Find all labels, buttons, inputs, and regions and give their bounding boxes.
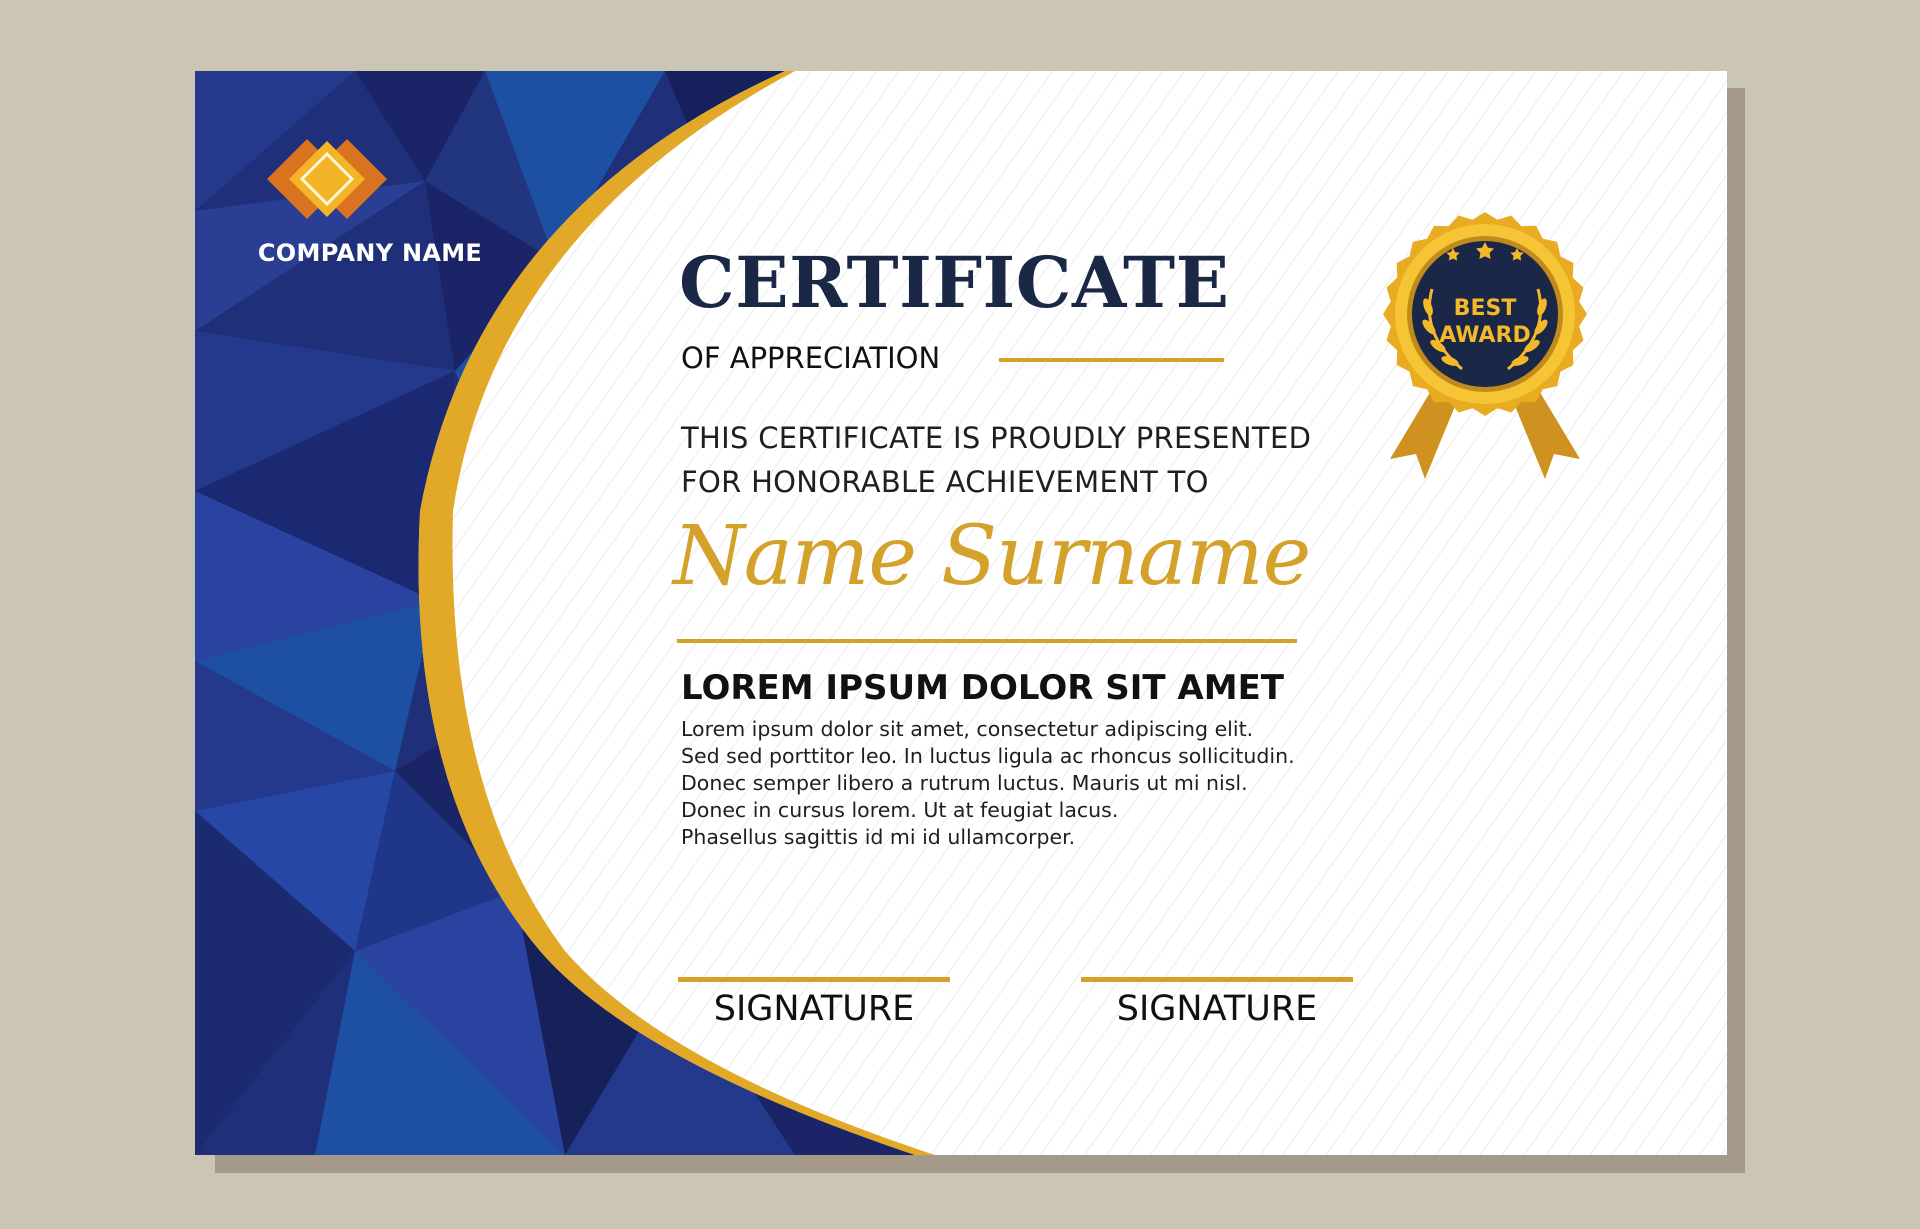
presented-text-line-2: FOR HONORABLE ACHIEVEMENT TO [681,465,1209,499]
recipient-name: Name Surname [673,509,1311,604]
signature-line-1 [678,977,950,982]
description-line: Donec semper libero a rutrum luctus. Mauris ut mi nisl. [681,771,1248,795]
certificate-subtitle: OF APPRECIATION [681,341,941,375]
name-underline [677,639,1297,643]
badge-text-line-1: BEST [1453,296,1517,321]
signature-label-2: SIGNATURE [1116,989,1318,1029]
description-body [681,716,1401,851]
description-line: Sed sed porttitor leo. In luctus ligula ac rhoncus sollicitudin. [681,744,1295,768]
description-line: Lorem ipsum dolor sit amet, consectetur adipiscing elit. [681,717,1254,741]
award-seal-icon [1380,209,1590,479]
subtitle-divider [999,358,1224,362]
signature-line-2 [1081,977,1353,982]
presented-text-line-1: THIS CERTIFICATE IS PROUDLY PRESENTED [681,421,1312,455]
certificate-title: CERTIFICATE [679,241,1230,324]
company-name: COMPANY NAME [257,239,483,267]
description-line: Phasellus sagittis id mi id ullamcorper. [681,825,1076,849]
certificate-card [195,71,1727,1155]
description-line: Donec in cursus lorem. Ut at feugiat lacus. [681,798,1119,822]
badge-text-line-2: AWARD [1439,323,1531,348]
description-heading: LOREM IPSUM DOLOR SIT AMET [681,668,1285,708]
signature-label-1: SIGNATURE [713,989,915,1029]
